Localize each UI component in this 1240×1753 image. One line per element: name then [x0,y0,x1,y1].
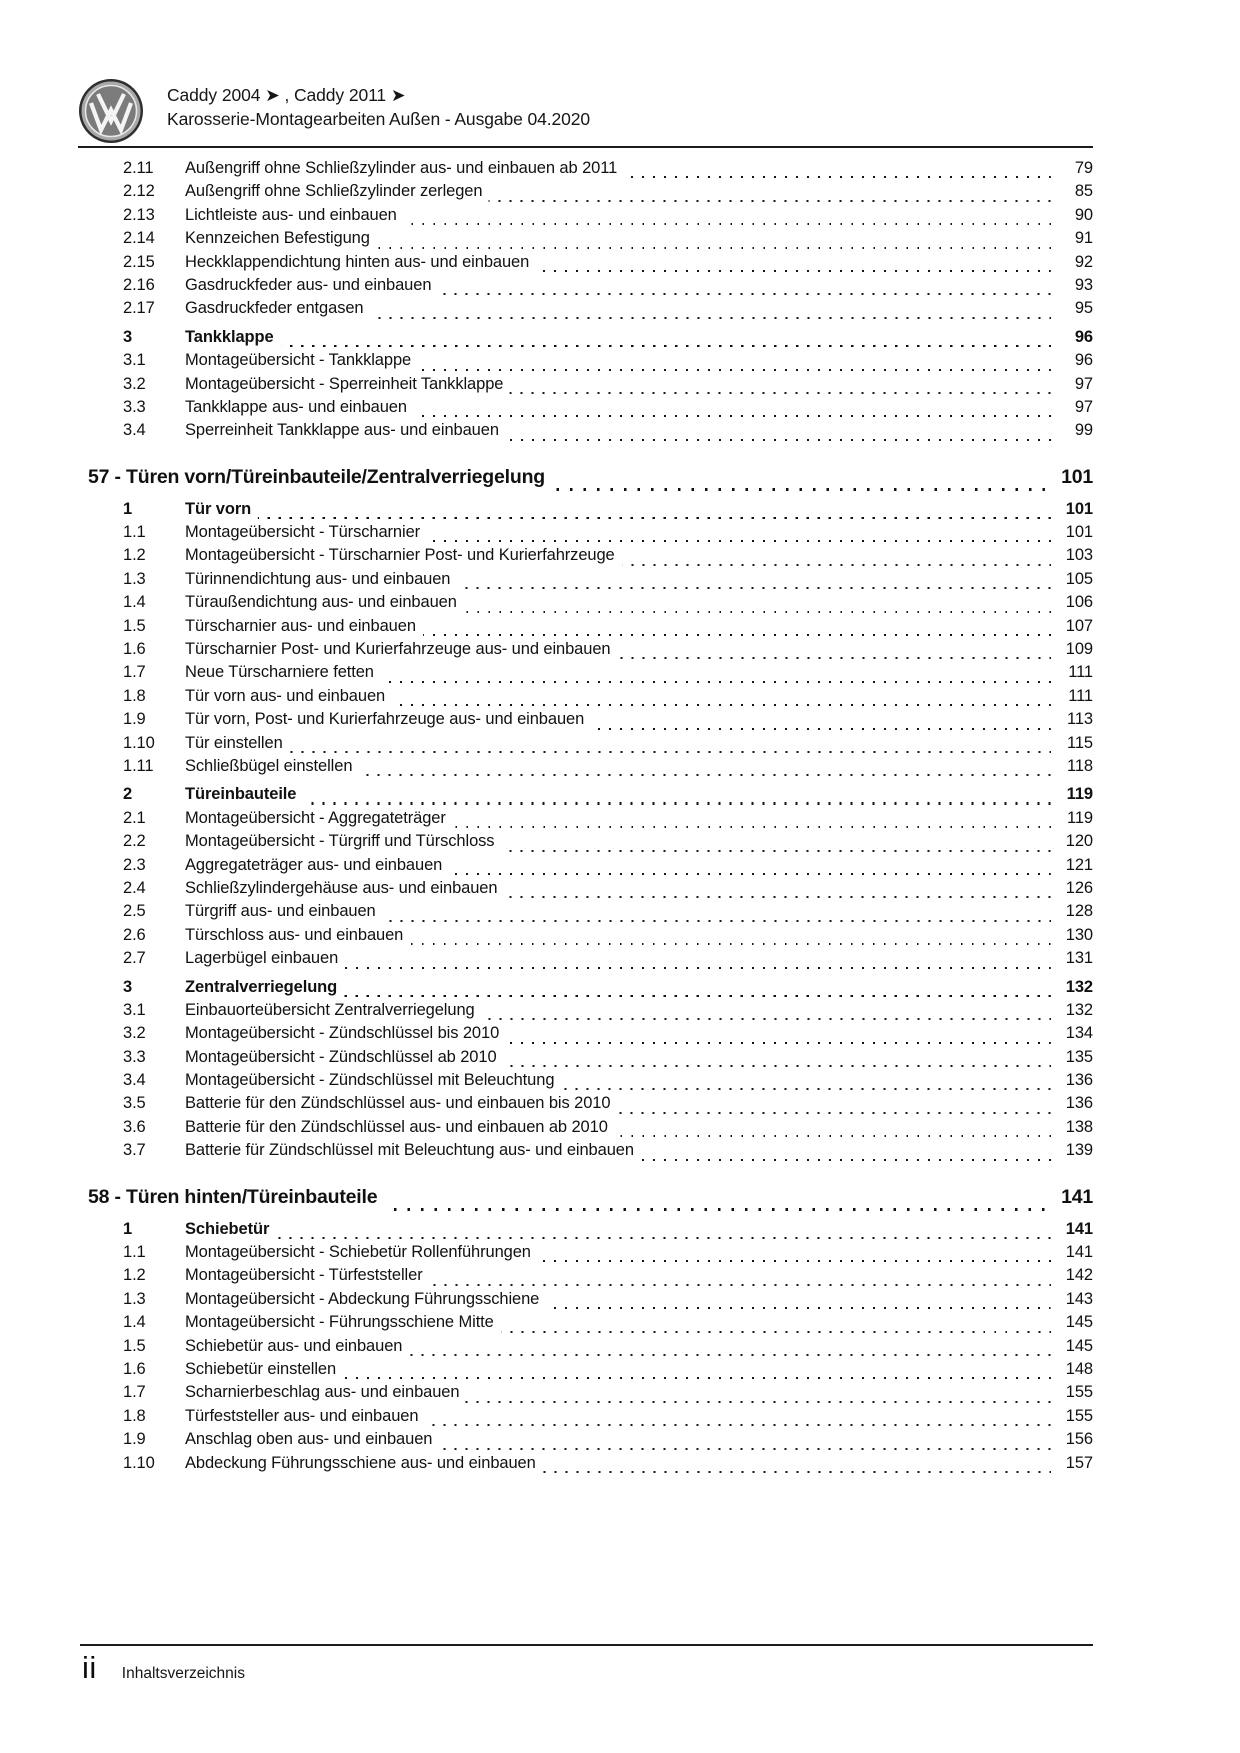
entry-page: 119 [1051,785,1093,1753]
chapter-page: 141 [1045,1186,1093,1753]
toc-entry[interactable] [123,276,1093,299]
entry-title: Batterie für den Zündschlüssel aus- und einbauen ab 2010 [185,1117,608,1136]
toc-entry[interactable] [123,832,1093,855]
entry-page: 96 [1051,351,1093,1753]
dot-leader [618,657,1052,659]
entry-page: 118 [1051,757,1093,1753]
toc-entry[interactable] [123,757,1093,780]
toc-entry[interactable] [123,351,1093,374]
entry-number: 2 [123,785,133,804]
entry-page: 91 [1051,229,1093,1753]
entry-title: Zentralverriegelung [185,977,338,996]
entry-title: Türfeststeller aus- und einbauen [185,1406,419,1425]
entry-number: 1.6 [123,1359,146,1378]
entry-page: 136 [1051,1094,1093,1753]
entry-title: Tür vorn, Post- und Kurierfahrzeuge aus- und einbauen [185,710,585,729]
entry-number: 1.7 [123,1383,146,1402]
entry-number: 3.3 [123,397,146,416]
entry-number: 1.1 [123,1243,146,1262]
entry-page: 145 [1051,1313,1093,1753]
toc-entry[interactable] [123,640,1093,663]
toc-entry[interactable] [123,734,1093,757]
dot-leader [543,1471,1051,1473]
entry-title: Türscharnier aus- und einbauen [185,616,416,635]
entry-page: 142 [1051,1266,1093,1753]
entry-number: 3.1 [123,1000,146,1019]
entry-number: 1.3 [123,569,146,588]
toc-entry[interactable] [123,1094,1093,1117]
dot-leader [410,943,1051,945]
toc-entry[interactable] [123,1430,1093,1453]
toc-chapter-heading[interactable] [88,1186,1093,1215]
entry-page: 120 [1051,832,1093,1753]
entry-title: Schiebetür aus- und einbauen [185,1336,403,1355]
toc-entry[interactable] [123,1024,1093,1047]
toc-entry[interactable] [123,375,1093,398]
toc-entry[interactable] [123,159,1093,182]
dot-leader [414,415,1051,417]
dot-leader [457,587,1051,589]
dot-leader [591,728,1051,730]
entry-page: 119 [1051,809,1093,1753]
entry-title: Anschlag oben aus- und einbauen [185,1430,433,1449]
toc-entry[interactable] [123,1071,1093,1094]
entry-number: 1.9 [123,710,146,729]
entry-page: 132 [1051,978,1093,1753]
entry-title: Tankklappe aus- und einbauen [185,397,407,416]
toc-entry[interactable] [123,1001,1093,1024]
entry-number: 1.3 [123,1289,146,1308]
entry-title: Schließzylindergehäuse aus- und einbauen [185,878,498,897]
entry-page: 128 [1051,902,1093,1753]
chapter-page: 101 [1045,466,1093,1753]
entry-page: 155 [1051,1383,1093,1753]
dot-leader [453,826,1051,828]
dot-leader [622,564,1051,566]
entry-title: Einbauorteübersicht Zentralverriegelung [185,1000,475,1019]
toc-entry[interactable] [123,182,1093,205]
toc-entry[interactable] [123,1313,1093,1336]
dot-leader [427,540,1051,542]
dot-leader [303,802,1051,804]
entry-title: Montageübersicht - Türscharnier Post- und Kurierfahrzeuge [185,546,615,565]
toc [88,159,1093,1477]
toc-entry[interactable] [123,421,1093,444]
dot-leader [641,1159,1051,1161]
entry-number: 1.5 [123,616,146,635]
entry-page: 97 [1051,398,1093,1753]
entry-number: 2.15 [123,252,155,271]
entry-page: 101 [1051,500,1093,1753]
dot-leader [418,369,1051,371]
entry-number: 3.2 [123,1024,146,1043]
entry-page: 148 [1051,1360,1093,1753]
dot-leader [430,1284,1051,1286]
dot-leader [538,1260,1051,1262]
toc-entry[interactable] [123,500,1093,523]
entry-title: Gasdruckfeder aus- und einbauen [185,275,432,294]
document-header [167,84,590,131]
toc-entry[interactable] [123,617,1093,640]
toc-entry[interactable] [123,328,1093,351]
entry-title: Montageübersicht - Sperreinheit Tankklappe [185,374,504,393]
entry-number: 1.11 [123,756,154,775]
entry-title: Batterie für den Zündschlüssel aus- und einbauen bis 2010 [185,1094,611,1113]
entry-page: 79 [1051,159,1093,1753]
entry-title: Tür vorn [185,499,252,518]
entry-title: Montageübersicht - Tankklappe [185,351,412,370]
entry-title: Gasdruckfeder entgasen [185,299,364,318]
toc-entry[interactable] [123,785,1093,808]
entry-page: 130 [1051,926,1093,1753]
entry-title: Montageübersicht - Türfeststeller [185,1266,423,1285]
entry-number: 1.1 [123,523,146,542]
entry-page: 134 [1051,1024,1093,1753]
dot-leader [617,1112,1051,1114]
toc-entry[interactable] [123,879,1093,902]
dot-leader [409,1354,1051,1356]
toc-entry[interactable] [123,398,1093,421]
entry-number: 1.10 [123,733,155,752]
entry-number: 2.3 [123,855,146,874]
toc-entry[interactable] [123,1048,1093,1071]
dot-leader [344,995,1051,997]
entry-number: 3.5 [123,1094,146,1113]
dot-leader [381,681,1051,683]
toc-entry[interactable] [123,206,1093,229]
dot-leader [258,517,1051,519]
dot-leader [383,920,1051,922]
entry-page: 106 [1051,593,1093,1753]
entry-number: 3.2 [123,374,146,393]
entry-title: Batterie für Zündschlüssel mit Beleuchtung aus- und einbauen [185,1141,634,1160]
entry-page: 126 [1051,879,1093,1753]
dot-leader [624,176,1051,178]
entry-title: Türscharnier Post- und Kurierfahrzeuge aus- und einbauen [185,640,611,659]
entry-title: Schiebetür einstellen [185,1359,337,1378]
entry-title: Lagerbügel einbauen [185,949,339,968]
dot-leader [276,1237,1051,1239]
entry-number: 1.4 [123,593,146,612]
entry-page: 139 [1051,1141,1093,1753]
dot-leader [345,967,1051,969]
dot-leader [371,317,1052,319]
toc-entry[interactable] [123,299,1093,322]
dot-leader [449,873,1051,875]
dot-leader [343,1377,1051,1379]
toc-entry[interactable] [123,1407,1093,1430]
entry-title: Montageübersicht - Schiebetür Rollenführungen [185,1243,531,1262]
vw-logo-icon [78,78,144,144]
dot-leader [404,223,1051,225]
chapter-title: 57 - Türen vorn/Türeinbauteile/Zentralverriegelung [88,465,546,488]
toc-entry[interactable] [123,546,1093,569]
entry-title: Montageübersicht - Türgriff und Türschloss [185,832,495,851]
entry-page: 156 [1051,1430,1093,1753]
dot-leader [438,293,1051,295]
toc-entry[interactable] [123,687,1093,710]
toc-entry[interactable] [123,902,1093,925]
toc-entry[interactable] [123,1290,1093,1313]
entry-title: Außengriff ohne Schließzylinder zerlegen [185,182,483,201]
toc-entry[interactable] [123,593,1093,616]
toc-entry[interactable] [123,1141,1093,1164]
chapter-title: 58 - Türen hinten/Türeinbauteile [88,1185,378,1208]
dot-leader [482,1018,1051,1020]
toc-entry[interactable] [123,1243,1093,1266]
footer-page-number: ii [82,1650,97,1685]
entry-title: Montageübersicht - Aggregateträger [185,808,446,827]
entry-page: 121 [1051,856,1093,1753]
entry-page: 101 [1051,523,1093,1753]
dot-leader [501,850,1051,852]
dot-leader [423,634,1051,636]
entry-number: 1.2 [123,546,146,565]
header-divider [78,146,1093,148]
entry-number: 1.6 [123,640,146,659]
toc-entry[interactable] [123,1220,1093,1243]
entry-number: 2.17 [123,299,155,318]
entry-title: Montageübersicht - Zündschlüssel bis 2010 [185,1024,500,1043]
entry-number: 3.1 [123,351,146,370]
entry-page: 107 [1051,617,1093,1753]
toc-entry[interactable] [123,570,1093,593]
entry-number: 3.4 [123,1071,146,1090]
entry-number: 3.7 [123,1141,146,1160]
entry-page: 113 [1051,710,1093,1753]
toc-entry[interactable] [123,663,1093,686]
entry-number: 2.7 [123,949,146,968]
entry-page: 131 [1051,949,1093,1753]
entry-page: 132 [1051,1001,1093,1753]
toc-entry[interactable] [123,1383,1093,1406]
dot-leader [290,751,1051,753]
toc-entry[interactable] [123,1118,1093,1141]
entry-title: Aggregateträger aus- und einbauen [185,855,443,874]
entry-number: 2.1 [123,808,146,827]
entry-page: 111 [1051,663,1093,1753]
dot-leader [510,392,1051,394]
entry-page: 109 [1051,640,1093,1753]
entry-title: Kennzeichen Befestigung [185,229,370,248]
entry-title: Lichtleiste aus- und einbauen [185,205,397,224]
entry-number: 1 [123,499,133,518]
entry-page: 157 [1051,1454,1093,1753]
dot-leader [561,1088,1051,1090]
toc-chapter-heading[interactable] [88,466,1093,495]
entry-title: Heckklappendichtung hinten aus- und einbauen [185,252,530,271]
entry-page: 141 [1051,1243,1093,1753]
dot-leader [536,270,1051,272]
entry-page: 85 [1051,182,1093,1753]
entry-page: 103 [1051,546,1093,1753]
entry-number: 1.4 [123,1313,146,1332]
entry-title: Abdeckung Führungsschiene aus- und einbauen [185,1453,536,1472]
entry-title: Schließbügel einstellen [185,756,353,775]
entry-number: 3 [123,327,133,346]
toc-entry[interactable] [123,978,1093,1001]
toc-entry[interactable] [123,710,1093,733]
entry-title: Türgriff aus- und einbauen [185,902,376,921]
dot-leader [506,1042,1051,1044]
entry-title: Türschloss aus- und einbauen [185,925,404,944]
toc-entry[interactable] [123,523,1093,546]
entry-page: 141 [1051,1220,1093,1753]
dot-leader [281,345,1051,347]
entry-title: Montageübersicht - Zündschlüssel mit Beleuchtung [185,1071,555,1090]
entry-number: 2.2 [123,832,146,851]
dot-leader [466,1401,1051,1403]
entry-title: Montageübersicht - Abdeckung Führungsschiene [185,1289,540,1308]
entry-title: Außengriff ohne Schließzylinder aus- und einbauen ab 2011 [185,159,618,177]
entry-number: 1.10 [123,1453,155,1472]
entry-title: Montageübersicht - Zündschlüssel ab 2010 [185,1047,497,1066]
footer-divider [80,1644,1093,1646]
entry-title: Tür vorn aus- und einbauen [185,686,386,705]
toc-entry[interactable] [123,253,1093,276]
entry-title: Montageübersicht - Führungsschiene Mitte [185,1313,494,1332]
entry-page: 95 [1051,299,1093,1753]
dot-leader [464,611,1051,613]
toc-entry[interactable] [123,1360,1093,1383]
entry-page: 96 [1051,328,1093,1753]
dot-leader [501,1331,1051,1333]
entry-page: 135 [1051,1048,1093,1753]
entry-number: 3 [123,977,133,996]
entry-page: 93 [1051,276,1093,1753]
dot-leader [554,488,1045,491]
entry-number: 1.2 [123,1266,146,1285]
entry-number: 1.8 [123,1406,146,1425]
entry-number: 2.5 [123,902,146,921]
dot-leader [504,1065,1051,1067]
dot-leader [359,774,1051,776]
entry-page: 92 [1051,253,1093,1753]
toc-entry[interactable] [123,809,1093,832]
entry-title: Sperreinheit Tankklappe aus- und einbauen [185,421,499,440]
entry-page: 138 [1051,1118,1093,1753]
toc-entry[interactable] [123,949,1093,972]
dot-leader [386,1208,1045,1211]
dot-leader [615,1135,1051,1137]
entry-number: 3.6 [123,1117,146,1136]
entry-title: Tür einstellen [185,733,283,752]
dot-leader [425,1424,1051,1426]
entry-page: 111 [1051,687,1093,1753]
footer-section-label: Inhaltsverzeichnis [121,1665,245,1682]
entry-number: 2.14 [123,229,155,248]
entry-number: 1.7 [123,663,146,682]
entry-title: Schiebetür [185,1219,270,1238]
entry-title: Neue Türscharniere fetten [185,663,374,682]
header-subtitle-line: Karosserie-Montagearbeiten Außen - Ausgabe 04.2020 [167,108,591,129]
dot-leader [506,439,1051,441]
entry-title: Scharnierbeschlag aus- und einbauen [185,1383,460,1402]
entry-title: Tankklappe [185,327,274,346]
entry-number: 1.9 [123,1430,146,1449]
toc-entry[interactable] [123,926,1093,949]
header-model-line: Caddy 2004 ➤ , Caddy 2011 ➤ [167,85,406,105]
dot-leader [392,704,1051,706]
toc-entry[interactable] [123,1337,1093,1360]
entry-title: Türeinbauteile [185,785,297,804]
dot-leader [546,1307,1051,1309]
dot-leader [489,200,1051,202]
dot-leader [504,896,1051,898]
entry-number: 2.12 [123,182,155,201]
dot-leader [439,1448,1051,1450]
entry-number: 3.4 [123,421,146,440]
toc-entry[interactable] [123,1454,1093,1477]
entry-number: 2.13 [123,205,155,224]
entry-number: 3.3 [123,1047,146,1066]
entry-page: 115 [1051,734,1093,1753]
entry-number: 2.6 [123,925,146,944]
entry-page: 105 [1051,570,1093,1753]
entry-number: 1.5 [123,1336,146,1355]
toc-entry[interactable] [123,229,1093,252]
footer [82,1650,245,1686]
entry-number: 2.11 [123,159,154,177]
entry-page: 136 [1051,1071,1093,1753]
entry-title: Montageübersicht - Türscharnier [185,523,421,542]
entry-number: 2.16 [123,275,155,294]
entry-page: 90 [1051,206,1093,1753]
entry-title: Türaußendichtung aus- und einbauen [185,593,457,612]
entry-number: 1 [123,1219,133,1238]
toc-entry[interactable] [123,1266,1093,1289]
toc-entry[interactable] [123,856,1093,879]
entry-page: 145 [1051,1337,1093,1753]
entry-title: Türinnendichtung aus- und einbauen [185,569,451,588]
entry-page: 99 [1051,421,1093,1753]
entry-page: 97 [1051,375,1093,1753]
entry-page: 143 [1051,1290,1093,1753]
entry-number: 1.8 [123,686,146,705]
dot-leader [377,247,1051,249]
entry-number: 2.4 [123,878,146,897]
entry-page: 155 [1051,1407,1093,1753]
